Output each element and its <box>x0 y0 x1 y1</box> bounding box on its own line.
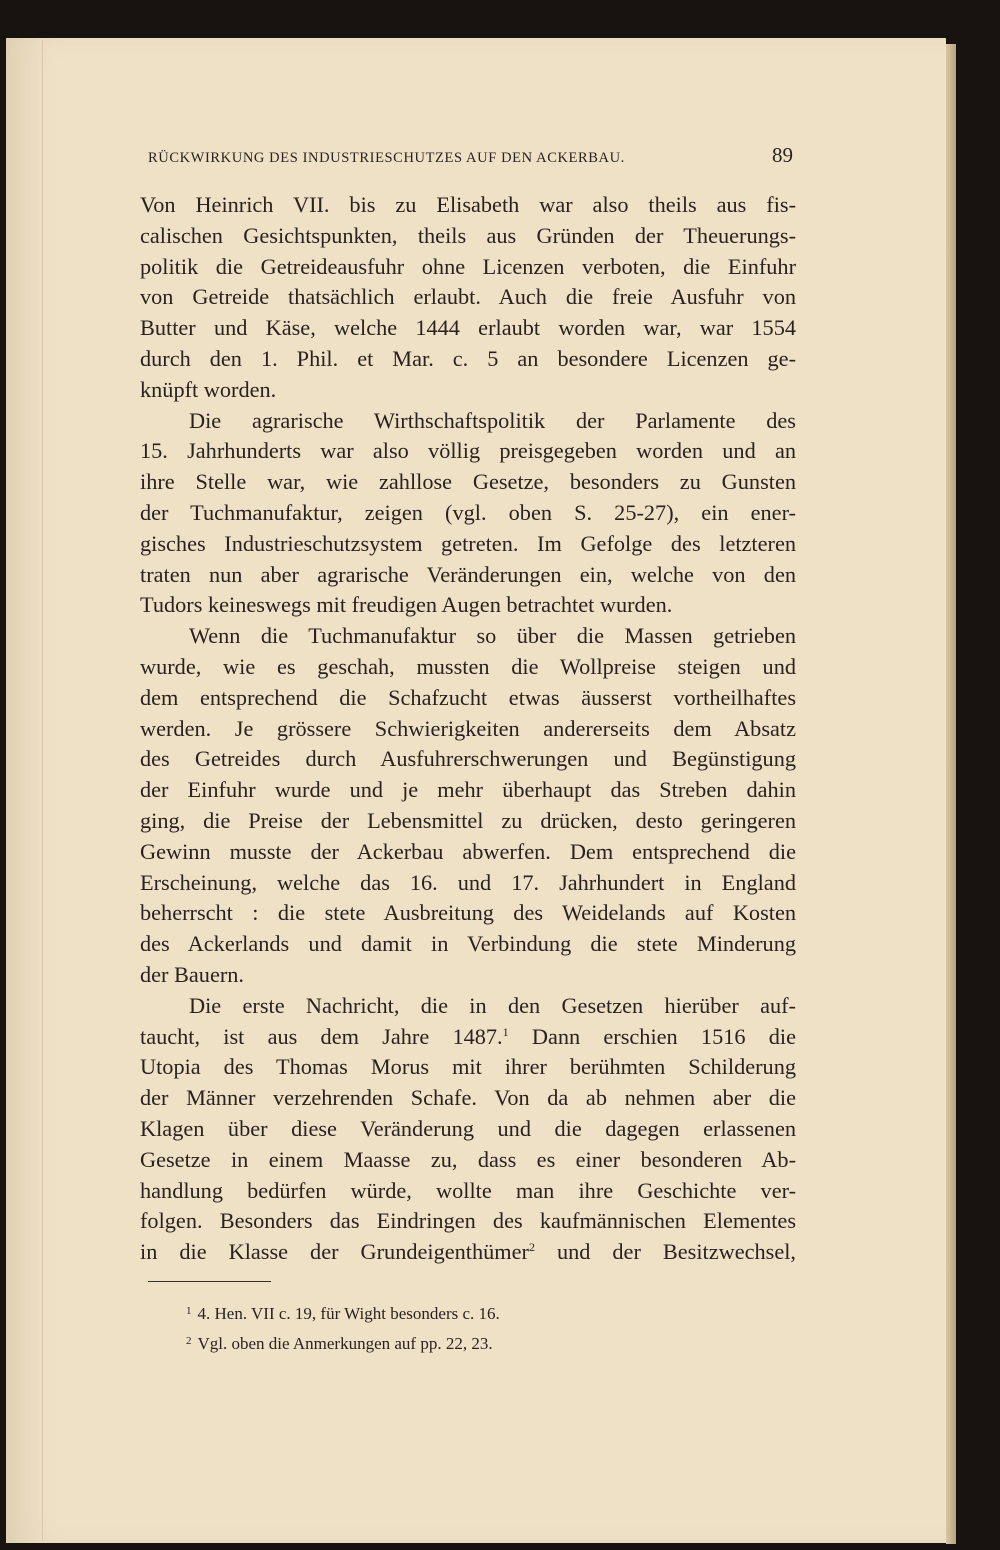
footnote-marker: 2 <box>186 1335 192 1347</box>
footnotes <box>140 1299 796 1359</box>
text-line-with-footnote <box>140 1237 796 1268</box>
text-line: durch den 1. Phil. et Mar. c. 5 an besondere Licenzen ge- <box>140 345 796 371</box>
text-line: des Getreides durch Ausfuhrerschwerungen und Begünstigung <box>140 746 796 772</box>
text-line: Gesetze in einem Maasse zu, dass es einer besonderen Ab- <box>140 1146 796 1172</box>
footnote-marker: 1 <box>186 1305 192 1317</box>
text-line: dem entsprechend die Schafzucht etwas äusserst vortheilhaftes <box>140 684 796 710</box>
footnote-reference-2: 2 <box>528 1240 535 1255</box>
text-line: Utopia des Thomas Morus mit ihrer berühmten Schilderung <box>140 1054 796 1080</box>
text-line: des Ackerlands und damit in Verbindung die stete Minderung <box>140 931 796 957</box>
text-line: calischen Gesichtspunkten, theils aus Gründen der Theuerungs- <box>140 222 796 248</box>
text-line: Klagen über diese Veränderung und die dagegen erlassenen <box>140 1115 796 1141</box>
running-head-title: RÜCKWIRKUNG DES INDUSTRIESCHUTZES AUF DEN ACKERBAU. <box>148 150 625 166</box>
text-line: Tudors keineswegs mit freudigen Augen betrachtet wurden. <box>140 592 673 618</box>
footnote-reference-1: 1 <box>502 1024 509 1039</box>
text-line: politik die Getreideausfuhr ohne Licenzen verboten, die Einfuhr <box>140 253 796 279</box>
footnote <box>140 1299 796 1329</box>
text-line: der Tuchmanufaktur, zeigen (vgl. oben S. 25-27), ein ener- <box>140 499 796 525</box>
text-line: wurde, wie es geschah, mussten die Wollpreise steigen und <box>140 653 796 679</box>
text-line: Wenn die Tuchmanufaktur so über die Massen getrieben <box>189 623 796 649</box>
text-line-with-footnote <box>140 1022 796 1053</box>
text-line: von Getreide thatsächlich erlaubt. Auch die freie Ausfuhr von <box>140 284 796 310</box>
text-line: der Männer verzehrenden Schafe. Von da ab nehmen aber die <box>140 1085 796 1111</box>
text-line: ihre Stelle war, wie zahllose Gesetze, besonders zu Gunsten <box>140 469 796 495</box>
gutter-shadow <box>42 40 43 1540</box>
text-line: Butter und Käse, welche 1444 erlaubt worden war, war 1554 <box>140 315 796 341</box>
text-line-part: in die Klasse der Grundeigenthümer <box>140 1239 529 1265</box>
text-line: Die erste Nachricht, die in den Gesetzen hierüber auf- <box>189 992 796 1018</box>
footnote-text: Vgl. oben die Anmerkungen auf pp. 22, 23. <box>197 1334 493 1353</box>
text-line: der Einfuhr wurde und je mehr überhaupt das Streben dahin <box>140 777 796 803</box>
text-line: beherrscht : die stete Ausbreitung des Weidelands auf Kosten <box>140 900 796 926</box>
body-text <box>140 190 796 1268</box>
text-line: folgen. Besonders das Eindringen des kaufmännischen Elementes <box>140 1208 796 1234</box>
page-edge <box>946 44 956 1544</box>
text-line-part: Dann erschien 1516 die <box>531 1023 796 1049</box>
text-line: Die agrarische Wirthschaftspolitik der Parlamente des <box>189 407 796 433</box>
text-line: der Bauern. <box>140 961 245 987</box>
text-line: handlung bedürfen würde, wollte man ihre Geschichte ver- <box>140 1177 796 1203</box>
running-head <box>140 143 796 173</box>
text-line: Gewinn musste der Ackerbau abwerfen. Dem entsprechend die <box>140 838 796 864</box>
text-line-part: und der Besitzwechsel, <box>556 1239 796 1265</box>
text-line: 15. Jahrhunderts war also völlig preisgegeben worden und an <box>140 438 796 464</box>
footnote <box>140 1329 796 1359</box>
text-line: ging, die Preise der Lebensmittel zu drücken, desto geringeren <box>140 807 796 833</box>
text-line: Erscheinung, welche das 16. und 17. Jahrhundert in England <box>140 869 796 895</box>
page-number: 89 <box>772 143 793 167</box>
text-line: traten nun aber agrarische Veränderungen ein, welche von den <box>140 561 796 587</box>
text-line-part: taucht, ist aus dem Jahre 1487. <box>140 1023 503 1049</box>
text-line: Von Heinrich VII. bis zu Elisabeth war also theils aus fis- <box>140 192 796 217</box>
text-line: werden. Je grössere Schwierigkeiten andererseits dem Absatz <box>140 715 796 741</box>
footnote-text: 4. Hen. VII c. 19, für Wight besonders c. 16. <box>197 1304 500 1323</box>
text-line: knüpft worden. <box>140 376 277 402</box>
text-line: gisches Industrieschutzsystem getreten. Im Gefolge des letzteren <box>140 530 796 556</box>
footnote-divider <box>148 1281 271 1282</box>
